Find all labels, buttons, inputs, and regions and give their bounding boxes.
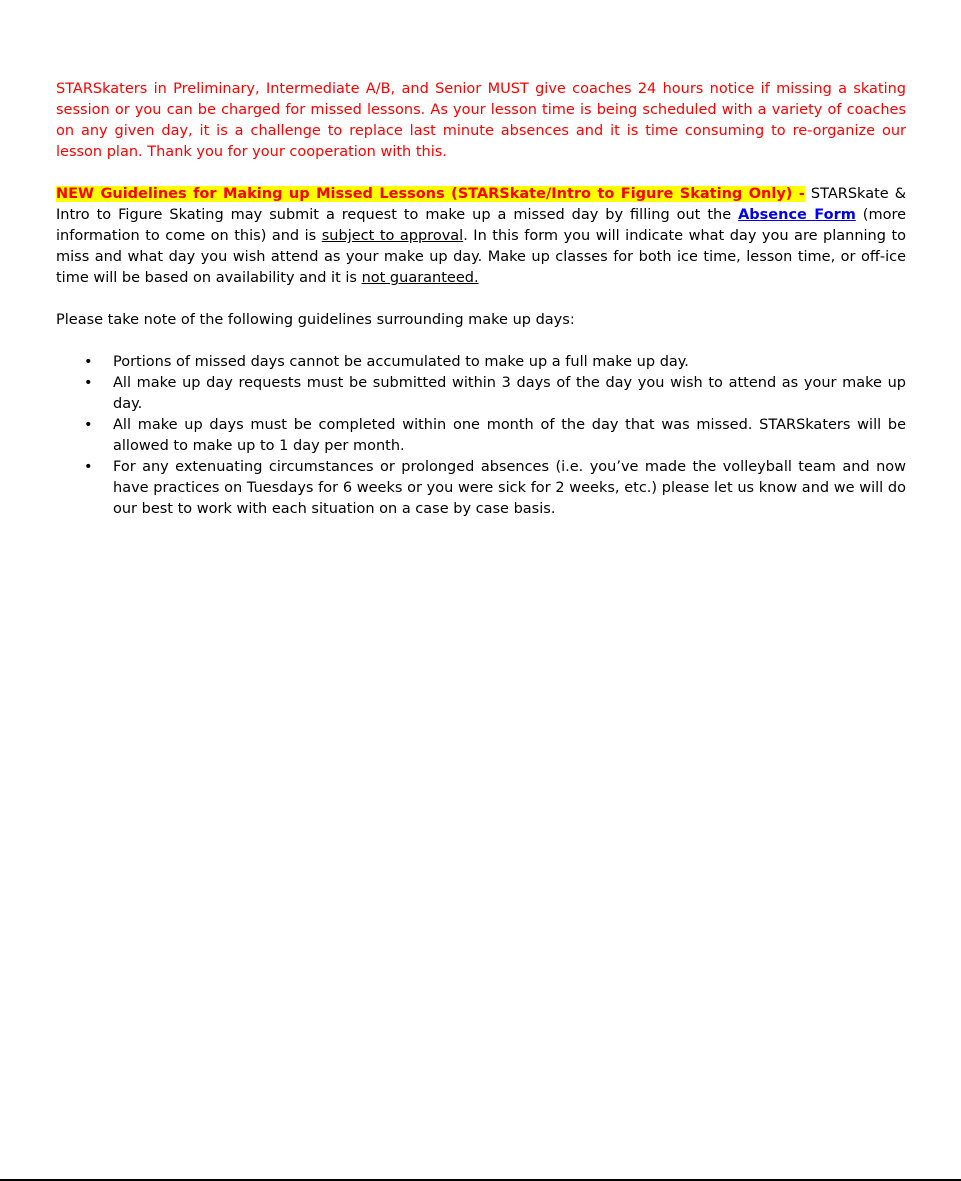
not-guaranteed-text: not guaranteed. [361,270,479,286]
list-item-text: All make up day requests must be submitted within 3 days of the day you wish to attend as your make up day. [113,375,906,412]
list-item-text: All make up days must be completed within one month of the day that was missed. STARSkaters will be allowed to make up to 1 day per month. [113,417,906,454]
guidelines-intro: Please take note of the following guidelines surrounding make up days: [56,312,575,328]
guidelines-heading: NEW Guidelines for Making up Missed Lessons (STARSkate/Intro to Figure Skating Only) - [56,186,805,202]
document-body [56,79,906,520]
list-item-text: For any extenuating circumstances or prolonged absences (i.e. you’ve made the volleyball team and now have practices on Tuesdays for 6 weeks or you were sick for 2 weeks, etc.) please let us know and we will do our best to work with each situation on a case by case basis. [113,459,906,517]
makeup-guidelines-paragraph [56,184,906,289]
list-item [56,457,906,520]
guidelines-text-1: STARSkate & Intro to Figure Skating may submit a request to make up a missed day by filling out the [56,186,907,223]
list-item [56,415,906,457]
guidelines-text-3: . In this form you will indicate what day you are planning to miss and what day you wish attend as your make up day. Make up classes for both ice time, lesson time, or off-ice time will be based on availability and it is [56,228,907,286]
absence-form-link[interactable]: Absence Form [738,207,856,223]
guidelines-text-2: (more information to come on this) and is [56,207,907,244]
bullet-icon: • [84,459,93,475]
makeup-rules-list [56,352,906,520]
missed-session-notice: STARSkaters in Preliminary, Intermediate A/B, and Senior MUST give coaches 24 hours notice if missing a skating session or you can be charged for missed lessons. As your lesson time is being scheduled with a variety of coaches on any given day, it is a challenge to replace last minute absences and it is time consuming to re-organize our lesson plan. Thank you for your cooperation with this. [56,81,906,160]
list-item-text: Portions of missed days cannot be accumulated to make up a full make up day. [113,354,689,370]
bullet-icon: • [84,375,93,391]
subject-to-approval-text: subject to approval [321,228,464,244]
list-item [56,352,906,373]
list-item [56,373,906,415]
bullet-icon: • [84,417,93,433]
bullet-icon: • [84,354,93,370]
